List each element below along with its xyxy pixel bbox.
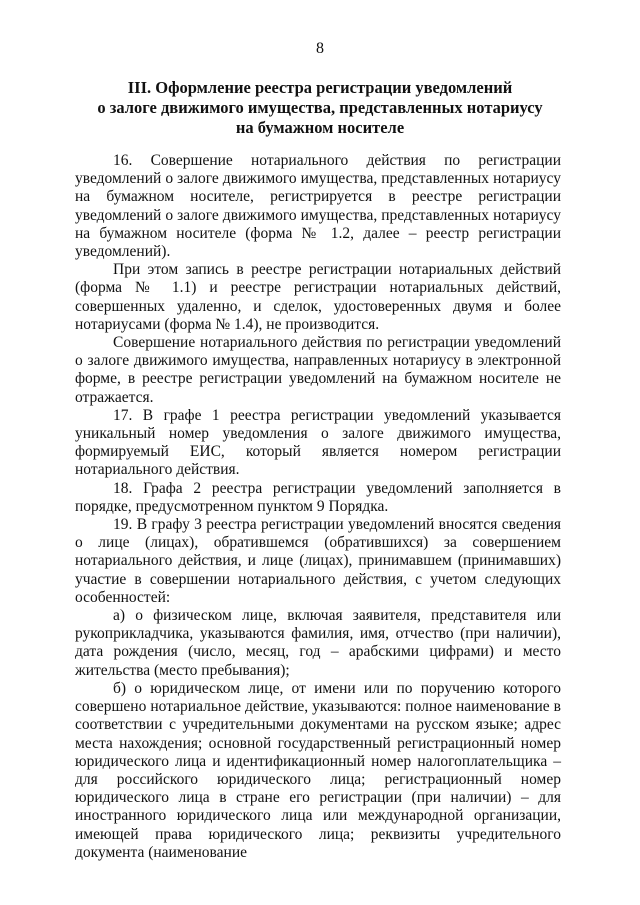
section-heading-line-1: III. Оформление реестра регистрации уведомлений <box>127 78 513 97</box>
section-heading-line-2: о залоге движимого имущества, представленных нотариусу <box>97 98 543 117</box>
section-heading <box>60 78 580 138</box>
paragraph-16-electronic: Совершение нотариального действия по регистрации уведомлений о залоге движимого имущества, направленных нотариусу в электронной форме, в реестре регистрации уведомлений на бумажном носителе не отражается. <box>75 334 561 406</box>
section-heading-line-3: на бумажном носителе <box>235 118 405 137</box>
paragraph-16: 16. Совершение нотариального действия по регистрации уведомлений о залоге движимого имущества, представленных нотариусу на бумажном носителе, регистрируется в реестре регистрации уведомлений о залоге движимого имущества, представленных нотариусу на бумажном носителе (форма № 1.2, далее – реестр регистрации уведомлений). <box>75 152 561 261</box>
page-number: 8 <box>316 40 324 57</box>
paragraph-16-note: При этом запись в реестре регистрации нотариальных действий (форма № 1.1) и реестре регистрации нотариальных действий, совершенных удаленно, и сделок, удостоверенных двумя и более нотариусами (форма № 1.4), не производится. <box>75 261 561 333</box>
paragraph-19-b: б) о юридическом лице, от имени или по поручению которого совершено нотариальное действие, указываются: полное наименование в соответствии с учредительными документами на русском языке; адрес места нахождения; основной государственный регистрационный номер юридического лица и идентификационный номер налогоплательщика – для российского юридического лица; регистрационный номер юридического лица в стране его регистрации (при наличии) – для иностранного юридического лица или международной организации, имеющей права юридического лица; реквизиты учредительного документа (наименование <box>75 679 561 861</box>
body-text <box>75 152 561 862</box>
paragraph-18: 18. Графа 2 реестра регистрации уведомлений заполняется в порядке, предусмотренном пунктом 9 Порядка. <box>75 479 561 515</box>
paragraph-17: 17. В графе 1 реестра регистрации уведомлений указывается уникальный номер уведомления о залоге движимого имущества, формируемый ЕИС, который является номером регистрации нотариального действия. <box>75 406 561 479</box>
paragraph-19: 19. В графу 3 реестра регистрации уведомлений вносятся сведения о лице (лицах), обратившемся (обратившихся) за совершением нотариального действия, и лице (лицах), принимавшем (принимавших) участие в совершении нотариального действия, с учетом следующих особенностей: <box>75 516 561 606</box>
paragraph-19-a: а) о физическом лице, включая заявителя, представителя или рукоприкладчика, указываются фамилия, имя, отчество (при наличии), дата рождения (число, месяц, год – арабскими цифрами) и место жительства (место пребывания); <box>75 607 561 679</box>
